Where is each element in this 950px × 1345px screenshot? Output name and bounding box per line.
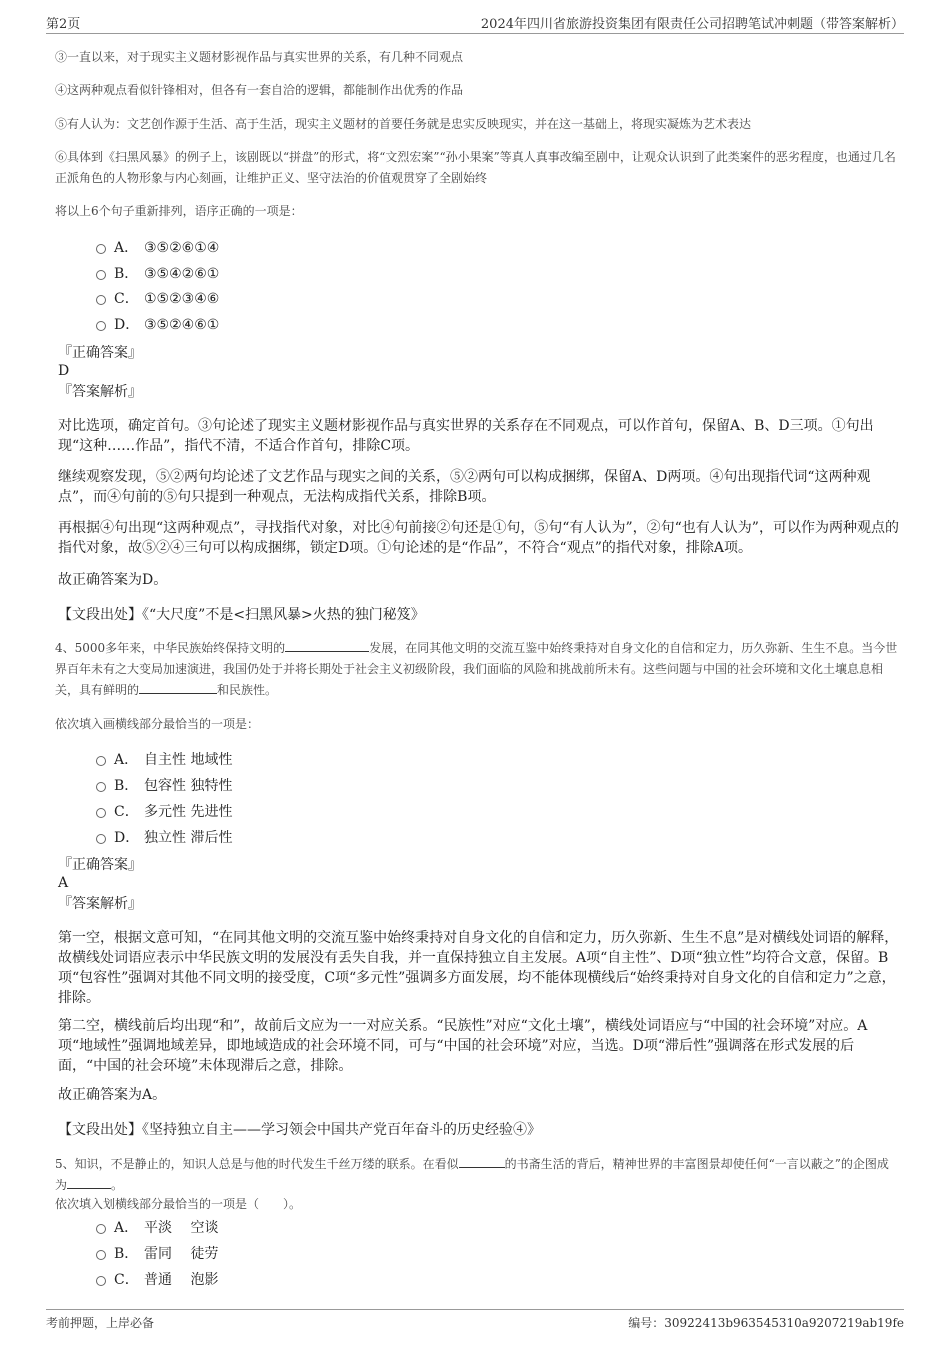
option-letter: A． [114, 1220, 139, 1236]
q3-prompt: 将以上6个句子重新排列，语序正确的一项是： [55, 204, 303, 218]
q5-stem [55, 1154, 900, 1196]
q4-stem-part-3: 和民族性。 [217, 683, 278, 697]
q4-analysis-p1: 第一空，根据文意可知，“在同其他文明的交流互鉴中始终秉持对自身文化的自信和定力，历久弥新、生生不息”是对横线处词语的解释，故横线处词语应表示中华民族文明的发展没有丢失自我，并一直保持独立自主发展。A项“自主性”、D项“独立性”均符合文意，保留。B项“包容性”强调对其他不同文明的接受度，C项“多元性”强调多方面发展，均不能体现横线后“始终秉持对自身文化的自信和定力”之意，排除。 [58, 930, 899, 1006]
q3-analysis-p3: 再根据④句出现“这两种观点”，寻找指代对象，对比④句前接②句还是①句，⑤句“有人认为”，②句“也有人认为”，可以作为两种观点的指代对象，故⑤②④三句可以构成捆绑，锁定D项。①句论述的是“作品”，不符合“观点”的指代对象，排除A项。 [58, 520, 899, 556]
document-title: 2024年四川省旅游投资集团有限责任公司招聘笔试冲刺题（带答案解析） [480, 17, 904, 32]
q4-option-d[interactable] [96, 828, 232, 848]
q4-answer-label: 『正确答案』 [58, 857, 142, 873]
option-text: ③⑤④②⑥① [144, 266, 220, 282]
q3-analysis-p2: 继续观察发现，⑤②两句均论述了文艺作品与现实之间的关系，⑤②两句可以构成捆绑，保留A、D两项。④句出现指代词“这两种观点”，而④句前的⑤句只提到一种观点，无法构成指代关系，排除B项。 [58, 469, 871, 505]
q4-option-c[interactable] [96, 802, 232, 822]
option-text: ③⑤②⑥①④ [144, 240, 220, 256]
q4-analysis-p2: 第二空，横线前后均出现“和”，故前后文应为一一对应关系。“民族性”对应“文化土壤”，横线处词语应与“中国的社会环境”对应。A项“地域性”强调地域差异，即地域造成的社会环境不同，可与“中国的社会环境”对应，当选。D项“滞后性”强调落在形式发展的后面，“中国的社会环境”未体现滞后之意，排除。 [58, 1018, 868, 1074]
radio-icon[interactable] [96, 1250, 106, 1260]
q4-option-b[interactable] [96, 776, 232, 796]
radio-icon[interactable] [96, 244, 106, 254]
q3-option-d[interactable] [96, 315, 219, 335]
option-letter: A． [114, 752, 139, 768]
option-letter: B． [114, 266, 139, 282]
q3-option-a[interactable] [96, 238, 219, 258]
q4-source: 【文段出处】《坚持独立自主——学习领会中国共产党百年奋斗的历史经验④》 [58, 1122, 541, 1138]
radio-icon[interactable] [96, 782, 106, 792]
q3-analysis-conclusion: 故正确答案为D。 [58, 572, 168, 588]
q3-sentence-3: ③一直以来，对于现实主义题材影视作品与真实世界的关系，有几种不同观点 [55, 50, 464, 64]
page-number: 第2页 [46, 17, 81, 32]
option-letter: A． [114, 240, 139, 256]
radio-icon[interactable] [96, 1224, 106, 1234]
q3-answer-label: 『正确答案』 [58, 345, 142, 361]
q4-stem [55, 638, 900, 701]
q3-analysis-label: 『答案解析』 [58, 384, 142, 400]
q3-option-c[interactable] [96, 289, 219, 309]
option-letter: C． [114, 1272, 139, 1288]
option-text: 独立性 滞后性 [144, 830, 233, 846]
q3-sentence-5: ⑤有人认为：文艺创作源于生活、高于生活，现实主义题材的首要任务就是忠实反映现实，并在这一基础上，将现实凝炼为艺术表达 [55, 117, 752, 131]
q5-stem-part-1: 5、知识，不是静止的，知识人总是与他的时代发生千丝万缕的联系。在看似 [55, 1157, 459, 1171]
q3-analysis-p1: 对比选项，确定首句。③句论述了现实主义题材影视作品与真实世界的关系存在不同观点，可以作首句，保留A、B、D三项。①句出现“这种……作品”，指代不清，不适合作首句，排除C项。 [58, 418, 874, 454]
radio-icon[interactable] [96, 808, 106, 818]
q5-blank-1 [459, 1155, 505, 1168]
option-text: 多元性 先进性 [144, 804, 233, 820]
option-text: ①⑤②③④⑥ [144, 291, 220, 307]
q4-blank-1 [285, 639, 369, 652]
option-text: ③⑤②④⑥① [144, 317, 220, 333]
q4-answer: A [58, 875, 69, 891]
q5-blank-2 [67, 1176, 111, 1189]
radio-icon[interactable] [96, 321, 106, 331]
option-letter: B． [114, 778, 139, 794]
option-letter: D． [114, 317, 140, 333]
q3-sentence-4: ④这两种观点看似针锋相对，但各有一套自洽的逻辑，都能制作出优秀的作品 [55, 83, 464, 97]
q4-analysis-label: 『答案解析』 [58, 896, 142, 912]
q5-option-a[interactable] [96, 1218, 218, 1238]
option-letter: C． [114, 804, 139, 820]
q4-prompt: 依次填入画横线部分最恰当的一项是： [55, 717, 260, 731]
option-letter: B． [114, 1246, 139, 1262]
q5-option-c[interactable] [96, 1270, 218, 1290]
radio-icon[interactable] [96, 270, 106, 280]
q5-stem-part-2: 的书斋生活的背后，精神世界的丰富图景却使任何“一言以蔽之”的企图成为 [55, 1157, 889, 1192]
q4-blank-2 [139, 681, 217, 694]
q5-prompt: 依次填入划横线部分最恰当的一项是（ ）。 [55, 1197, 302, 1211]
radio-icon[interactable] [96, 295, 106, 305]
option-text: 普通 泡影 [144, 1272, 219, 1288]
q5-stem-part-3: 。 [111, 1178, 124, 1192]
q4-option-a[interactable] [96, 750, 232, 770]
option-text: 平淡 空谈 [144, 1220, 219, 1236]
q4-analysis-conclusion: 故正确答案为A。 [58, 1087, 167, 1103]
radio-icon[interactable] [96, 756, 106, 766]
header-divider [46, 33, 904, 34]
radio-icon[interactable] [96, 1276, 106, 1286]
option-letter: D． [114, 830, 140, 846]
option-text: 包容性 独特性 [144, 778, 233, 794]
document-id: 编号：30922413b963545310a9207219ab19fe [628, 1316, 904, 1330]
q3-sentence-6: ⑥具体到《扫黑风暴》的例子上，该剧既以“拼盘”的形式，将“文烈宏案”“孙小果案”等真人真事改编至剧中，让观众认识到了此类案件的恶劣程度，也通过几名正派角色的人物形象与内心刻画，让维护正义、坚守法治的价值观贯穿了全剧始终 [55, 150, 896, 185]
footer-slogan: 考前押题，上岸必备 [46, 1316, 155, 1330]
q5-option-b[interactable] [96, 1244, 218, 1264]
q4-stem-part-1: 4、5000多年来，中华民族始终保持文明的 [55, 641, 286, 655]
q4-stem-part-2: 发展，在同其他文明的交流互鉴中始终秉持对自身文化的自信和定力，历久弥新、生生不息。当今世界百年未有之大变局加速演进，我国仍处于并将长期处于社会主义初级阶段，我们面临的风险和挑战前所未有。这些问题与中国的社会环境和文化土壤息息相关，具有鲜明的 [55, 641, 898, 697]
q3-source: 【文段出处】《“大尺度”不是<扫黑风暴>火热的独门秘笈》 [58, 607, 425, 623]
radio-icon[interactable] [96, 834, 106, 844]
q3-answer: D [58, 363, 70, 379]
footer-divider [46, 1309, 904, 1310]
option-letter: C． [114, 291, 139, 307]
q3-option-b[interactable] [96, 264, 219, 284]
option-text: 雷同 徒劳 [144, 1246, 219, 1262]
option-text: 自主性 地域性 [144, 752, 233, 768]
